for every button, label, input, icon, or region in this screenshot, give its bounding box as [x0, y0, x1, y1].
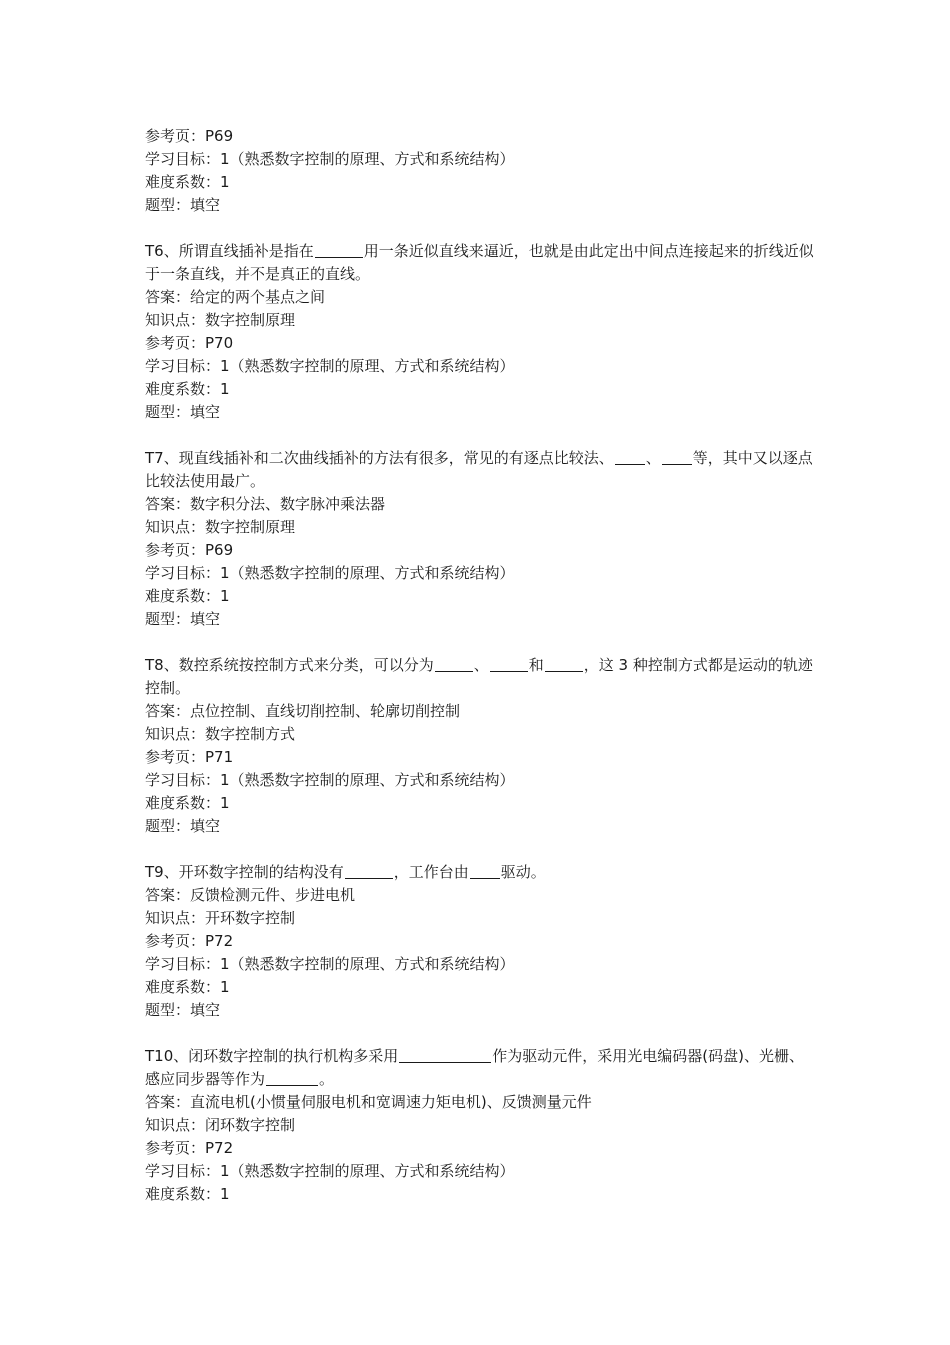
value: 1: [220, 978, 230, 996]
question-t6: [145, 240, 815, 286]
spacer: [145, 631, 815, 654]
value: 1: [220, 380, 230, 398]
question-text: T7、现直线插补和二次曲线插补的方法有很多，常见的有逐点比较法、: [145, 449, 614, 467]
value: P69: [205, 541, 234, 559]
spacer: [145, 217, 815, 240]
label: 答案：: [145, 702, 191, 720]
question-text: 驱动。: [500, 863, 546, 881]
label: 知识点：: [145, 311, 206, 329]
learning-goal-line: [145, 953, 815, 976]
knowledge-line: [145, 309, 815, 332]
value: 数字积分法、数字脉冲乘法器: [190, 495, 386, 513]
label: 参考页：: [145, 334, 206, 352]
question-text: ，这 3 种控制方式都是运动的轨迹控制。: [145, 656, 813, 697]
value: 填空: [190, 1001, 221, 1019]
difficulty-line: [145, 1183, 815, 1206]
value: 1（熟悉数字控制的原理、方式和系统结构）: [220, 564, 515, 582]
value: 1（熟悉数字控制的原理、方式和系统结构）: [220, 955, 515, 973]
reference-page-line: [145, 930, 815, 953]
value: 填空: [190, 610, 221, 628]
question-type-line: [145, 194, 815, 217]
question-type-line: [145, 815, 815, 838]
value: P71: [205, 748, 234, 766]
label: 学习目标：: [145, 357, 221, 375]
value: 填空: [190, 817, 221, 835]
knowledge-line: [145, 723, 815, 746]
question-t7: [145, 447, 815, 493]
spacer: [145, 838, 815, 861]
label: 难度系数：: [145, 1185, 221, 1203]
value: 1: [220, 794, 230, 812]
difficulty-line: [145, 976, 815, 999]
question-t9: [145, 861, 815, 884]
answer-blank: [545, 656, 583, 672]
question-text: T9、开环数字控制的结构没有: [145, 863, 344, 881]
label: 难度系数：: [145, 173, 221, 191]
difficulty-line: [145, 171, 815, 194]
label: 参考页：: [145, 748, 206, 766]
value: P72: [205, 1139, 234, 1157]
learning-goal-line: [145, 148, 815, 171]
value: 点位控制、直线切削控制、轮廓切削控制: [190, 702, 461, 720]
value: 反馈检测元件、步进电机: [190, 886, 356, 904]
label: 知识点：: [145, 1116, 206, 1134]
label: 答案：: [145, 1093, 191, 1111]
question-type-line: [145, 999, 815, 1022]
label: 题型：: [145, 196, 191, 214]
answer-blank: [399, 1047, 491, 1063]
knowledge-line: [145, 907, 815, 930]
question-t8: [145, 654, 815, 700]
reference-page-line: [145, 1137, 815, 1160]
spacer: [145, 1022, 815, 1045]
label: 学习目标：: [145, 955, 221, 973]
value: 给定的两个基点之间: [190, 288, 326, 306]
value: 1: [220, 587, 230, 605]
label: 答案：: [145, 288, 191, 306]
value: P72: [205, 932, 234, 950]
label: 题型：: [145, 610, 191, 628]
answer-blank: [470, 863, 500, 879]
question-type-line: [145, 608, 815, 631]
question-text: T8、数控系统按控制方式来分类，可以分为: [145, 656, 434, 674]
label: 知识点：: [145, 909, 206, 927]
label: 知识点：: [145, 725, 206, 743]
answer-line: [145, 493, 815, 516]
answer-blank: [662, 449, 692, 465]
question-text: T10、闭环数字控制的执行机构多采用: [145, 1047, 399, 1065]
answer-line: [145, 700, 815, 723]
question-text: 用一条近似直线来逼近，也就是由此定出中间点连接起来的折线近似于一条直线，并不是真正的直线。: [145, 242, 814, 283]
label: 学习目标：: [145, 150, 221, 168]
label: 学习目标：: [145, 564, 221, 582]
label: 答案：: [145, 886, 191, 904]
label: 题型：: [145, 403, 191, 421]
question-t10: [145, 1045, 815, 1091]
question-text: 和: [528, 656, 544, 674]
question-text: 、: [473, 656, 489, 674]
question-type-line: [145, 401, 815, 424]
learning-goal-line: [145, 769, 815, 792]
label: 参考页：: [145, 932, 206, 950]
reference-page-line: [145, 125, 815, 148]
value: 闭环数字控制: [205, 1116, 296, 1134]
value: 开环数字控制: [205, 909, 296, 927]
difficulty-line: [145, 792, 815, 815]
learning-goal-line: [145, 562, 815, 585]
label: 难度系数：: [145, 794, 221, 812]
value: 数字控制原理: [205, 311, 296, 329]
question-text: 。: [319, 1070, 335, 1088]
difficulty-line: [145, 585, 815, 608]
spacer: [145, 424, 815, 447]
question-text: 等，其中又以逐点比较法使用最广。: [145, 449, 813, 490]
answer-line: [145, 884, 815, 907]
value: 1（熟悉数字控制的原理、方式和系统结构）: [220, 1162, 515, 1180]
label: 参考页：: [145, 541, 206, 559]
learning-goal-line: [145, 1160, 815, 1183]
question-text: 作为驱动元件，采用光电编码器(码盘)、光栅、感应同步器等作为: [145, 1047, 804, 1088]
answer-line: [145, 286, 815, 309]
label: 学习目标：: [145, 1162, 221, 1180]
question-text: ，工作台由: [393, 863, 469, 881]
answer-blank: [266, 1070, 318, 1086]
value: 1: [220, 1185, 230, 1203]
value: P70: [205, 334, 234, 352]
question-text: T6、所谓直线插补是指在: [145, 242, 314, 260]
value: 1: [220, 173, 230, 191]
label: 题型：: [145, 817, 191, 835]
value: 1（熟悉数字控制的原理、方式和系统结构）: [220, 357, 515, 375]
answer-blank: [490, 656, 528, 672]
answer-line: [145, 1091, 815, 1114]
answer-blank: [345, 863, 393, 879]
reference-page-line: [145, 332, 815, 355]
label: 难度系数：: [145, 978, 221, 996]
value: 数字控制方式: [205, 725, 296, 743]
label: 知识点：: [145, 518, 206, 536]
label: 难度系数：: [145, 380, 221, 398]
label: 答案：: [145, 495, 191, 513]
document-page: [145, 125, 815, 1206]
value: 直流电机(小惯量伺服电机和宽调速力矩电机)、反馈测量元件: [190, 1093, 592, 1111]
question-text: 、: [645, 449, 661, 467]
label: 参考页：: [145, 1139, 206, 1157]
value: 填空: [190, 196, 221, 214]
reference-page-line: [145, 539, 815, 562]
reference-page-line: [145, 746, 815, 769]
learning-goal-line: [145, 355, 815, 378]
value: 填空: [190, 403, 221, 421]
answer-blank: [315, 242, 363, 258]
value: 1（熟悉数字控制的原理、方式和系统结构）: [220, 771, 515, 789]
answer-blank: [615, 449, 645, 465]
value: 1（熟悉数字控制的原理、方式和系统结构）: [220, 150, 515, 168]
label: 学习目标：: [145, 771, 221, 789]
difficulty-line: [145, 378, 815, 401]
value: P69: [205, 127, 234, 145]
label: 难度系数：: [145, 587, 221, 605]
knowledge-line: [145, 1114, 815, 1137]
answer-blank: [435, 656, 473, 672]
knowledge-line: [145, 516, 815, 539]
value: 数字控制原理: [205, 518, 296, 536]
label: 题型：: [145, 1001, 191, 1019]
label: 参考页：: [145, 127, 206, 145]
